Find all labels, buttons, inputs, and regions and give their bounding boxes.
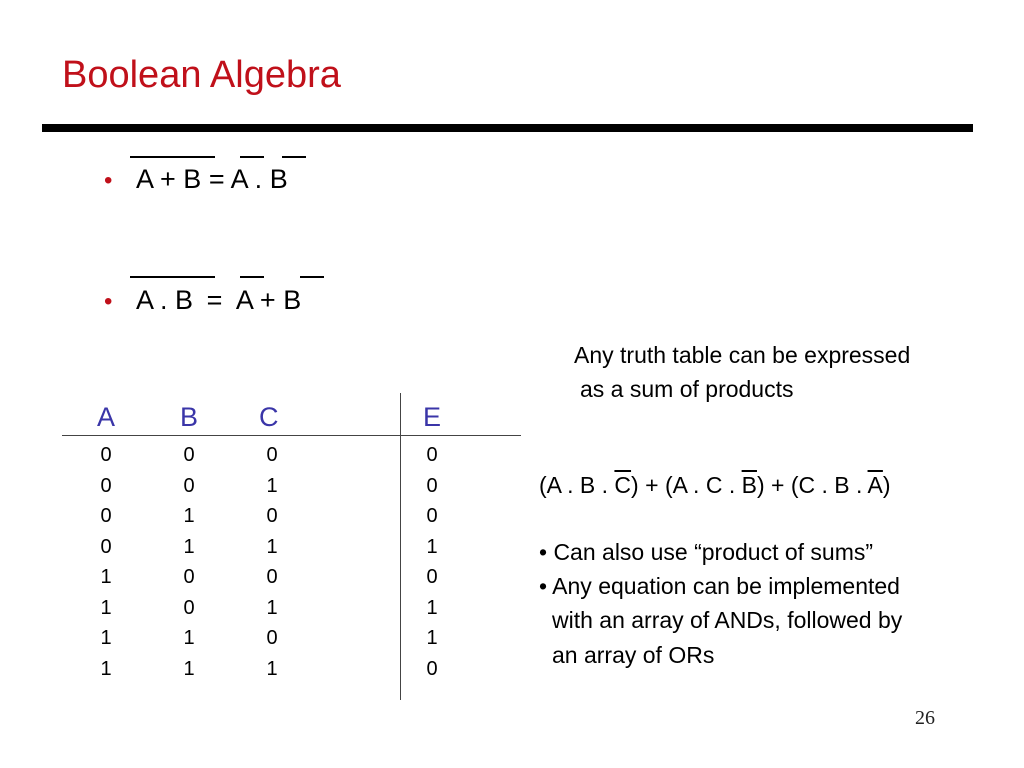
identity-2-equals: = [206, 285, 223, 315]
slide-title: Boolean Algebra [62, 54, 341, 96]
identity-2-right-a: A [235, 285, 253, 315]
table-cell: 0 [426, 566, 438, 588]
sum-of-products-expression [539, 472, 891, 499]
overbar-a-2 [240, 276, 264, 278]
table-cell: 0 [183, 566, 195, 588]
table-cell: 1 [100, 657, 112, 680]
bullet-marker-2: • [104, 288, 113, 315]
sop-term-1-suffix: ) [631, 472, 639, 498]
table-cell: 0 [426, 657, 438, 680]
table-cell: 0 [100, 474, 112, 497]
overbar-a-plus-b [130, 156, 215, 158]
sop-plus-2: + [764, 472, 791, 498]
table-header-c: C [259, 402, 279, 432]
identity-1-right-dot: . [254, 164, 263, 194]
table-cell: 1 [266, 535, 278, 558]
overbar-b-2 [300, 276, 324, 278]
implementation-note-line-2: with an array of ANDs, followed by [552, 607, 903, 633]
sop-term-2-negated: $\overline{B}$ [741, 472, 757, 498]
overbar-a-dot-b [130, 276, 215, 278]
table-cell: 1 [183, 627, 195, 649]
table-cell: 0 [100, 535, 112, 558]
sop-term-1-negated: $\overline{C}$ [614, 472, 632, 498]
table-cell: 0 [100, 444, 112, 466]
table-cell: 0 [183, 596, 195, 619]
table-cell: 0 [426, 474, 438, 497]
page-number: 26 [915, 707, 935, 729]
sop-term-1-prefix: (A . B . [539, 472, 615, 498]
table-output-divider [400, 393, 401, 700]
table-header-a: A [97, 402, 116, 432]
overbar-b [282, 156, 306, 158]
sop-statement-line-2: as a sum of products [580, 376, 794, 402]
table-header-divider [62, 435, 521, 436]
identity-1-right-a: A [230, 164, 248, 194]
sop-statement-line-1: Any truth table can be expressed [574, 342, 911, 368]
table-cell: 0 [266, 505, 278, 527]
implementation-note-line-1: • Any equation can be implemented [539, 573, 900, 599]
sop-term-3-prefix: (C . B . [790, 472, 868, 498]
table-cell: 1 [100, 566, 112, 588]
sop-term-3-negated: $\overline{A}$ [867, 472, 883, 498]
table-cell: 1 [100, 596, 112, 619]
table-cell: 1 [426, 627, 438, 649]
identity-2-right-b: B [283, 285, 302, 315]
overbar-a [240, 156, 264, 158]
table-cell: 1 [266, 474, 278, 497]
table-cell: 0 [100, 505, 112, 527]
sop-plus-1: + [638, 472, 665, 498]
table-cell: 0 [183, 474, 195, 497]
table-cell: 1 [426, 535, 438, 558]
table-cell: 1 [183, 505, 195, 527]
bullet-marker-1: • [104, 167, 113, 194]
identity-2-right-plus: + [259, 285, 276, 315]
table-cell: 0 [266, 627, 278, 649]
table-cell: 0 [266, 566, 278, 588]
sop-term-2-suffix: ) [756, 472, 765, 498]
sop-term-3-suffix: ) [882, 472, 891, 498]
identity-2-left: A . B [136, 285, 194, 315]
table-cell: 0 [426, 444, 438, 466]
table-cell: 1 [266, 657, 278, 680]
identity-1-left: A + B [136, 164, 202, 194]
table-cell: 0 [183, 444, 195, 466]
demorgan-identity-1 [136, 164, 288, 195]
table-cell: 0 [266, 444, 278, 466]
title-divider [42, 124, 973, 132]
table-cell: 1 [100, 627, 112, 649]
implementation-note-line-3: an array of ORs [552, 642, 715, 668]
sop-term-2-prefix: (A . C . [664, 472, 742, 498]
table-cell: 1 [426, 596, 438, 619]
product-of-sums-note: • Can also use “product of sums” [539, 539, 874, 565]
table-cell: 1 [183, 657, 195, 680]
table-cell: 1 [183, 535, 195, 558]
table-cell: 1 [266, 596, 278, 619]
demorgan-identity-2 [136, 285, 301, 316]
table-header-b: B [180, 402, 199, 432]
table-cell: 0 [426, 505, 438, 527]
table-header-e: E [423, 402, 442, 432]
identity-1-right-b: B [269, 164, 288, 194]
identity-1-equals: = [208, 164, 225, 194]
